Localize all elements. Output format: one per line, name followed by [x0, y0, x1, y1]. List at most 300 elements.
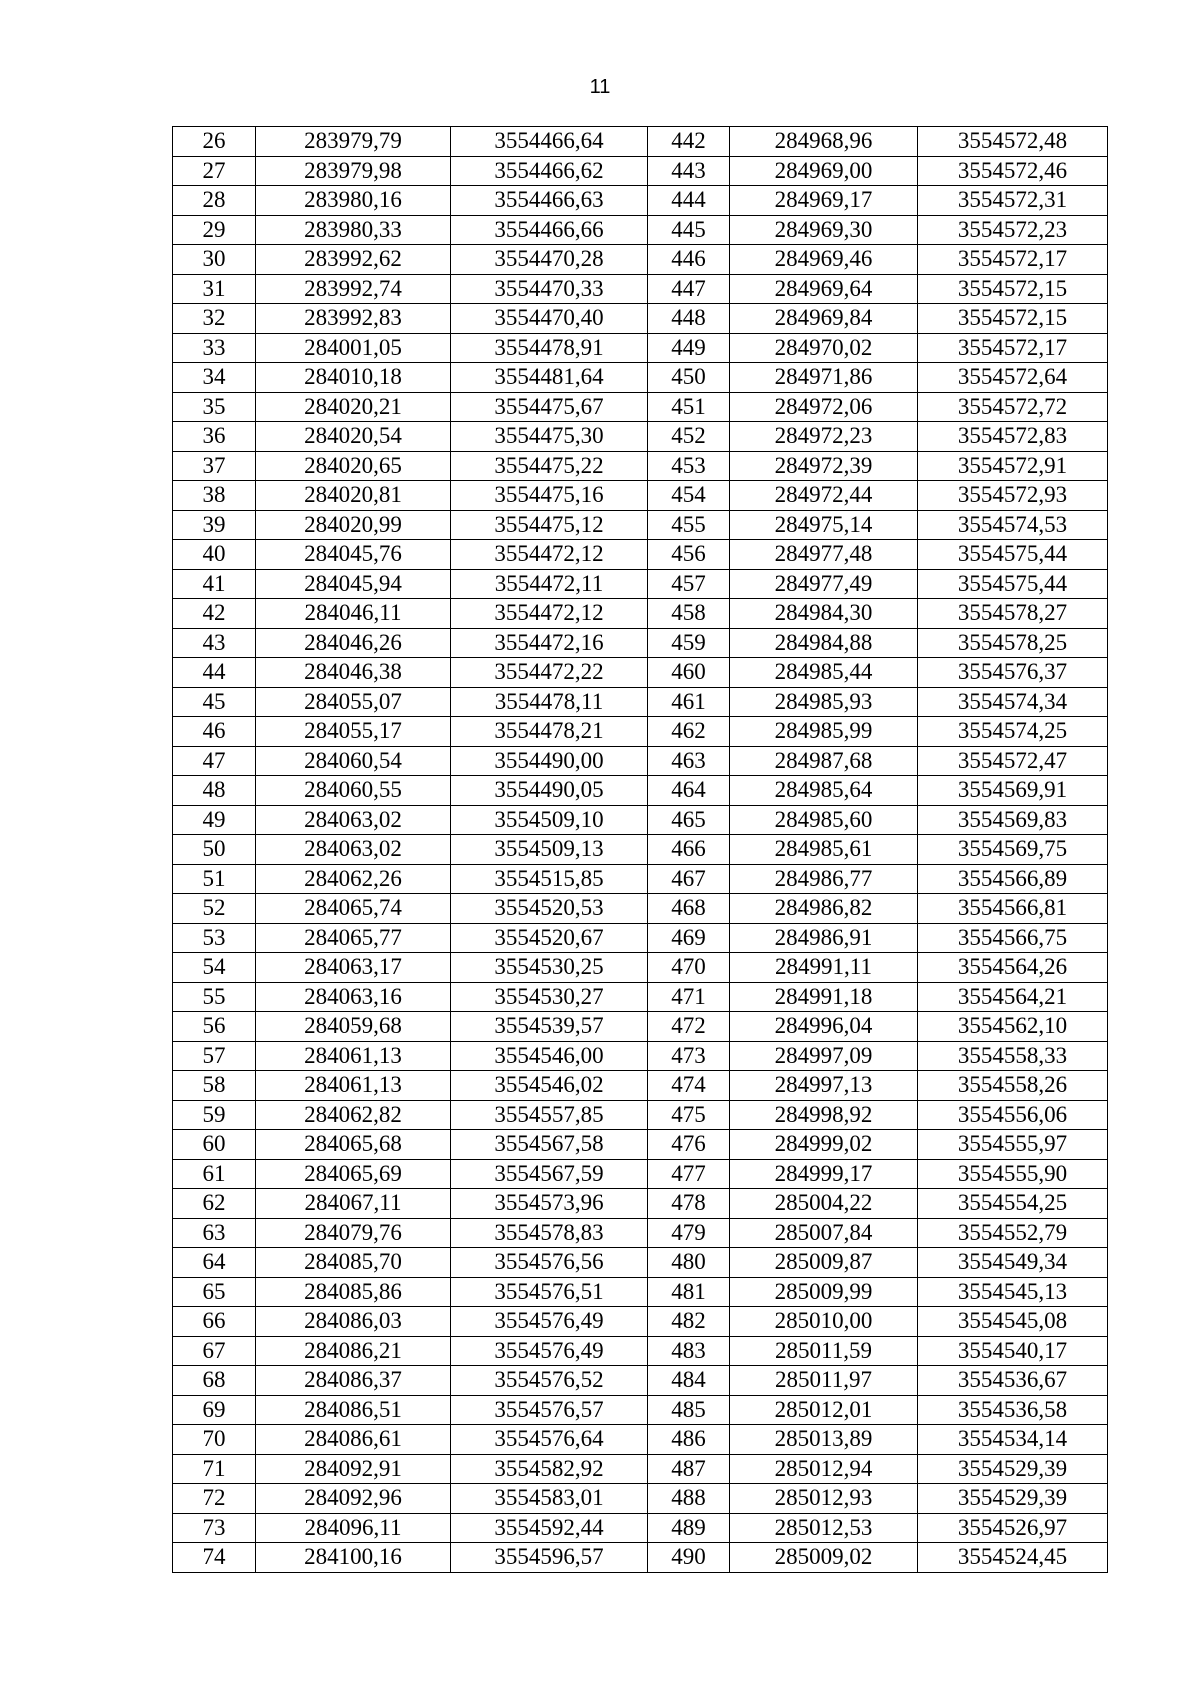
- y-coordinate-cell: 3554569,75: [918, 835, 1108, 865]
- point-number-cell: 48: [173, 776, 256, 806]
- table-row: [173, 510, 1108, 540]
- table-row: [173, 481, 1108, 511]
- point-number-cell: 70: [173, 1425, 256, 1455]
- table-row: [173, 1277, 1108, 1307]
- table-row: [173, 1071, 1108, 1101]
- x-coordinate-cell: 283980,33: [256, 215, 451, 245]
- y-coordinate-cell: 3554569,83: [918, 805, 1108, 835]
- y-coordinate-cell: 3554555,97: [918, 1130, 1108, 1160]
- table-row: [173, 1218, 1108, 1248]
- x-coordinate-cell: 284063,02: [256, 835, 451, 865]
- x-coordinate-cell: 285009,99: [730, 1277, 918, 1307]
- point-number-cell: 472: [648, 1012, 730, 1042]
- point-number-cell: 483: [648, 1336, 730, 1366]
- y-coordinate-cell: 3554566,89: [918, 864, 1108, 894]
- point-number-cell: 490: [648, 1543, 730, 1573]
- y-coordinate-cell: 3554536,58: [918, 1395, 1108, 1425]
- point-number-cell: 442: [648, 127, 730, 157]
- x-coordinate-cell: 285012,94: [730, 1454, 918, 1484]
- y-coordinate-cell: 3554472,16: [451, 628, 648, 658]
- y-coordinate-cell: 3554475,22: [451, 451, 648, 481]
- x-coordinate-cell: 284092,96: [256, 1484, 451, 1514]
- point-number-cell: 462: [648, 717, 730, 747]
- x-coordinate-cell: 284972,06: [730, 392, 918, 422]
- y-coordinate-cell: 3554572,93: [918, 481, 1108, 511]
- table-row: [173, 1307, 1108, 1337]
- point-number-cell: 62: [173, 1189, 256, 1219]
- table-row: [173, 422, 1108, 452]
- table-row: [173, 569, 1108, 599]
- y-coordinate-cell: 3554475,67: [451, 392, 648, 422]
- table-row: [173, 1100, 1108, 1130]
- table-row: [173, 274, 1108, 304]
- table-row: [173, 1454, 1108, 1484]
- point-number-cell: 49: [173, 805, 256, 835]
- x-coordinate-cell: 285011,97: [730, 1366, 918, 1396]
- point-number-cell: 449: [648, 333, 730, 363]
- table-row: [173, 982, 1108, 1012]
- point-number-cell: 71: [173, 1454, 256, 1484]
- table-row: [173, 1366, 1108, 1396]
- x-coordinate-cell: 284986,82: [730, 894, 918, 924]
- y-coordinate-cell: 3554552,79: [918, 1218, 1108, 1248]
- y-coordinate-cell: 3554567,59: [451, 1159, 648, 1189]
- x-coordinate-cell: 285009,87: [730, 1248, 918, 1278]
- point-number-cell: 30: [173, 245, 256, 275]
- x-coordinate-cell: 283979,79: [256, 127, 451, 157]
- point-number-cell: 61: [173, 1159, 256, 1189]
- y-coordinate-cell: 3554576,37: [918, 658, 1108, 688]
- y-coordinate-cell: 3554574,25: [918, 717, 1108, 747]
- point-number-cell: 50: [173, 835, 256, 865]
- x-coordinate-cell: 284096,11: [256, 1513, 451, 1543]
- y-coordinate-cell: 3554572,72: [918, 392, 1108, 422]
- point-number-cell: 59: [173, 1100, 256, 1130]
- y-coordinate-cell: 3554592,44: [451, 1513, 648, 1543]
- x-coordinate-cell: 284046,38: [256, 658, 451, 688]
- point-number-cell: 473: [648, 1041, 730, 1071]
- x-coordinate-cell: 284092,91: [256, 1454, 451, 1484]
- point-number-cell: 67: [173, 1336, 256, 1366]
- x-coordinate-cell: 284063,16: [256, 982, 451, 1012]
- y-coordinate-cell: 3554472,11: [451, 569, 648, 599]
- y-coordinate-cell: 3554472,22: [451, 658, 648, 688]
- point-number-cell: 455: [648, 510, 730, 540]
- x-coordinate-cell: 284969,17: [730, 186, 918, 216]
- x-coordinate-cell: 285012,53: [730, 1513, 918, 1543]
- y-coordinate-cell: 3554466,66: [451, 215, 648, 245]
- x-coordinate-cell: 285004,22: [730, 1189, 918, 1219]
- x-coordinate-cell: 284984,30: [730, 599, 918, 629]
- table-row: [173, 333, 1108, 363]
- table-row: [173, 1543, 1108, 1573]
- x-coordinate-cell: 284969,64: [730, 274, 918, 304]
- x-coordinate-cell: 285013,89: [730, 1425, 918, 1455]
- point-number-cell: 457: [648, 569, 730, 599]
- point-number-cell: 459: [648, 628, 730, 658]
- table-row: [173, 805, 1108, 835]
- x-coordinate-cell: 284046,26: [256, 628, 451, 658]
- y-coordinate-cell: 3554572,15: [918, 274, 1108, 304]
- point-number-cell: 474: [648, 1071, 730, 1101]
- point-number-cell: 471: [648, 982, 730, 1012]
- point-number-cell: 463: [648, 746, 730, 776]
- y-coordinate-cell: 3554566,75: [918, 923, 1108, 953]
- table-row: [173, 776, 1108, 806]
- y-coordinate-cell: 3554572,48: [918, 127, 1108, 157]
- table-row: [173, 1248, 1108, 1278]
- table-row: [173, 1484, 1108, 1514]
- point-number-cell: 34: [173, 363, 256, 393]
- table-row: [173, 1012, 1108, 1042]
- x-coordinate-cell: 284985,99: [730, 717, 918, 747]
- point-number-cell: 42: [173, 599, 256, 629]
- point-number-cell: 64: [173, 1248, 256, 1278]
- point-number-cell: 475: [648, 1100, 730, 1130]
- x-coordinate-cell: 284986,91: [730, 923, 918, 953]
- y-coordinate-cell: 3554572,31: [918, 186, 1108, 216]
- y-coordinate-cell: 3554526,97: [918, 1513, 1108, 1543]
- y-coordinate-cell: 3554572,83: [918, 422, 1108, 452]
- point-number-cell: 446: [648, 245, 730, 275]
- y-coordinate-cell: 3554520,67: [451, 923, 648, 953]
- point-number-cell: 38: [173, 481, 256, 511]
- x-coordinate-cell: 285007,84: [730, 1218, 918, 1248]
- y-coordinate-cell: 3554536,67: [918, 1366, 1108, 1396]
- x-coordinate-cell: 284065,74: [256, 894, 451, 924]
- point-number-cell: 69: [173, 1395, 256, 1425]
- x-coordinate-cell: 284100,16: [256, 1543, 451, 1573]
- y-coordinate-cell: 3554539,57: [451, 1012, 648, 1042]
- y-coordinate-cell: 3554470,28: [451, 245, 648, 275]
- y-coordinate-cell: 3554470,33: [451, 274, 648, 304]
- x-coordinate-cell: 284977,49: [730, 569, 918, 599]
- x-coordinate-cell: 284972,23: [730, 422, 918, 452]
- x-coordinate-cell: 285009,02: [730, 1543, 918, 1573]
- x-coordinate-cell: 284969,00: [730, 156, 918, 186]
- x-coordinate-cell: 284065,77: [256, 923, 451, 953]
- point-number-cell: 66: [173, 1307, 256, 1337]
- x-coordinate-cell: 285012,01: [730, 1395, 918, 1425]
- table-row: [173, 392, 1108, 422]
- y-coordinate-cell: 3554576,64: [451, 1425, 648, 1455]
- point-number-cell: 46: [173, 717, 256, 747]
- table-row: [173, 363, 1108, 393]
- x-coordinate-cell: 284045,76: [256, 540, 451, 570]
- y-coordinate-cell: 3554472,12: [451, 540, 648, 570]
- x-coordinate-cell: 284999,02: [730, 1130, 918, 1160]
- x-coordinate-cell: 284020,65: [256, 451, 451, 481]
- x-coordinate-cell: 284010,18: [256, 363, 451, 393]
- y-coordinate-cell: 3554574,53: [918, 510, 1108, 540]
- point-number-cell: 53: [173, 923, 256, 953]
- table-row: [173, 1425, 1108, 1455]
- y-coordinate-cell: 3554578,83: [451, 1218, 648, 1248]
- y-coordinate-cell: 3554466,62: [451, 156, 648, 186]
- y-coordinate-cell: 3554558,26: [918, 1071, 1108, 1101]
- y-coordinate-cell: 3554576,49: [451, 1336, 648, 1366]
- table-row: [173, 894, 1108, 924]
- point-number-cell: 485: [648, 1395, 730, 1425]
- table-row: [173, 186, 1108, 216]
- point-number-cell: 33: [173, 333, 256, 363]
- x-coordinate-cell: 284086,03: [256, 1307, 451, 1337]
- x-coordinate-cell: 284985,60: [730, 805, 918, 835]
- y-coordinate-cell: 3554572,15: [918, 304, 1108, 334]
- point-number-cell: 452: [648, 422, 730, 452]
- y-coordinate-cell: 3554478,91: [451, 333, 648, 363]
- point-number-cell: 458: [648, 599, 730, 629]
- y-coordinate-cell: 3554557,85: [451, 1100, 648, 1130]
- y-coordinate-cell: 3554566,81: [918, 894, 1108, 924]
- point-number-cell: 451: [648, 392, 730, 422]
- y-coordinate-cell: 3554576,51: [451, 1277, 648, 1307]
- table-row: [173, 1395, 1108, 1425]
- y-coordinate-cell: 3554575,44: [918, 540, 1108, 570]
- y-coordinate-cell: 3554572,91: [918, 451, 1108, 481]
- point-number-cell: 36: [173, 422, 256, 452]
- y-coordinate-cell: 3554556,06: [918, 1100, 1108, 1130]
- y-coordinate-cell: 3554540,17: [918, 1336, 1108, 1366]
- x-coordinate-cell: 284020,54: [256, 422, 451, 452]
- x-coordinate-cell: 284985,64: [730, 776, 918, 806]
- x-coordinate-cell: 284085,86: [256, 1277, 451, 1307]
- x-coordinate-cell: 284968,96: [730, 127, 918, 157]
- table-row: [173, 1189, 1108, 1219]
- y-coordinate-cell: 3554529,39: [918, 1454, 1108, 1484]
- x-coordinate-cell: 284996,04: [730, 1012, 918, 1042]
- x-coordinate-cell: 285012,93: [730, 1484, 918, 1514]
- point-number-cell: 41: [173, 569, 256, 599]
- y-coordinate-cell: 3554481,64: [451, 363, 648, 393]
- coordinates-table-body: [173, 127, 1108, 1573]
- y-coordinate-cell: 3554509,13: [451, 835, 648, 865]
- point-number-cell: 489: [648, 1513, 730, 1543]
- point-number-cell: 47: [173, 746, 256, 776]
- point-number-cell: 466: [648, 835, 730, 865]
- x-coordinate-cell: 283992,62: [256, 245, 451, 275]
- y-coordinate-cell: 3554583,01: [451, 1484, 648, 1514]
- x-coordinate-cell: 284020,21: [256, 392, 451, 422]
- point-number-cell: 486: [648, 1425, 730, 1455]
- x-coordinate-cell: 283980,16: [256, 186, 451, 216]
- x-coordinate-cell: 284079,76: [256, 1218, 451, 1248]
- x-coordinate-cell: 284055,07: [256, 687, 451, 717]
- point-number-cell: 445: [648, 215, 730, 245]
- point-number-cell: 454: [648, 481, 730, 511]
- point-number-cell: 43: [173, 628, 256, 658]
- y-coordinate-cell: 3554564,21: [918, 982, 1108, 1012]
- x-coordinate-cell: 284970,02: [730, 333, 918, 363]
- y-coordinate-cell: 3554524,45: [918, 1543, 1108, 1573]
- y-coordinate-cell: 3554572,47: [918, 746, 1108, 776]
- table-row: [173, 1041, 1108, 1071]
- x-coordinate-cell: 284969,30: [730, 215, 918, 245]
- point-number-cell: 26: [173, 127, 256, 157]
- x-coordinate-cell: 284998,92: [730, 1100, 918, 1130]
- point-number-cell: 468: [648, 894, 730, 924]
- y-coordinate-cell: 3554558,33: [918, 1041, 1108, 1071]
- x-coordinate-cell: 284991,11: [730, 953, 918, 983]
- table-row: [173, 127, 1108, 157]
- table-row: [173, 540, 1108, 570]
- point-number-cell: 453: [648, 451, 730, 481]
- x-coordinate-cell: 284001,05: [256, 333, 451, 363]
- y-coordinate-cell: 3554478,11: [451, 687, 648, 717]
- y-coordinate-cell: 3554529,39: [918, 1484, 1108, 1514]
- point-number-cell: 32: [173, 304, 256, 334]
- y-coordinate-cell: 3554530,27: [451, 982, 648, 1012]
- y-coordinate-cell: 3554576,56: [451, 1248, 648, 1278]
- point-number-cell: 477: [648, 1159, 730, 1189]
- page-number: 11: [589, 76, 611, 98]
- x-coordinate-cell: 284060,54: [256, 746, 451, 776]
- y-coordinate-cell: 3554578,25: [918, 628, 1108, 658]
- coordinates-table: [172, 126, 1108, 1573]
- point-number-cell: 52: [173, 894, 256, 924]
- y-coordinate-cell: 3554472,12: [451, 599, 648, 629]
- y-coordinate-cell: 3554520,53: [451, 894, 648, 924]
- x-coordinate-cell: 283992,74: [256, 274, 451, 304]
- point-number-cell: 60: [173, 1130, 256, 1160]
- point-number-cell: 35: [173, 392, 256, 422]
- point-number-cell: 448: [648, 304, 730, 334]
- x-coordinate-cell: 284972,44: [730, 481, 918, 511]
- y-coordinate-cell: 3554554,25: [918, 1189, 1108, 1219]
- x-coordinate-cell: 284067,11: [256, 1189, 451, 1219]
- y-coordinate-cell: 3554545,08: [918, 1307, 1108, 1337]
- point-number-cell: 487: [648, 1454, 730, 1484]
- point-number-cell: 31: [173, 274, 256, 304]
- table-row: [173, 628, 1108, 658]
- x-coordinate-cell: 284020,81: [256, 481, 451, 511]
- x-coordinate-cell: 284977,48: [730, 540, 918, 570]
- x-coordinate-cell: 284971,86: [730, 363, 918, 393]
- point-number-cell: 469: [648, 923, 730, 953]
- table-row: [173, 156, 1108, 186]
- point-number-cell: 460: [648, 658, 730, 688]
- x-coordinate-cell: 284063,02: [256, 805, 451, 835]
- point-number-cell: 467: [648, 864, 730, 894]
- point-number-cell: 27: [173, 156, 256, 186]
- point-number-cell: 465: [648, 805, 730, 835]
- point-number-cell: 68: [173, 1366, 256, 1396]
- y-coordinate-cell: 3554470,40: [451, 304, 648, 334]
- x-coordinate-cell: 284065,69: [256, 1159, 451, 1189]
- point-number-cell: 74: [173, 1543, 256, 1573]
- y-coordinate-cell: 3554578,27: [918, 599, 1108, 629]
- x-coordinate-cell: 284065,68: [256, 1130, 451, 1160]
- x-coordinate-cell: 283992,83: [256, 304, 451, 334]
- table-row: [173, 215, 1108, 245]
- x-coordinate-cell: 284999,17: [730, 1159, 918, 1189]
- point-number-cell: 444: [648, 186, 730, 216]
- y-coordinate-cell: 3554515,85: [451, 864, 648, 894]
- x-coordinate-cell: 284059,68: [256, 1012, 451, 1042]
- y-coordinate-cell: 3554572,17: [918, 333, 1108, 363]
- table-row: [173, 864, 1108, 894]
- point-number-cell: 56: [173, 1012, 256, 1042]
- point-number-cell: 73: [173, 1513, 256, 1543]
- point-number-cell: 37: [173, 451, 256, 481]
- table-row: [173, 717, 1108, 747]
- y-coordinate-cell: 3554534,14: [918, 1425, 1108, 1455]
- y-coordinate-cell: 3554572,46: [918, 156, 1108, 186]
- x-coordinate-cell: 284986,77: [730, 864, 918, 894]
- y-coordinate-cell: 3554530,25: [451, 953, 648, 983]
- point-number-cell: 450: [648, 363, 730, 393]
- table-row: [173, 304, 1108, 334]
- point-number-cell: 479: [648, 1218, 730, 1248]
- x-coordinate-cell: 284987,68: [730, 746, 918, 776]
- point-number-cell: 72: [173, 1484, 256, 1514]
- point-number-cell: 63: [173, 1218, 256, 1248]
- x-coordinate-cell: 284985,61: [730, 835, 918, 865]
- point-number-cell: 51: [173, 864, 256, 894]
- table-row: [173, 1130, 1108, 1160]
- x-coordinate-cell: 284055,17: [256, 717, 451, 747]
- x-coordinate-cell: 284020,99: [256, 510, 451, 540]
- y-coordinate-cell: 3554466,63: [451, 186, 648, 216]
- y-coordinate-cell: 3554572,17: [918, 245, 1108, 275]
- point-number-cell: 55: [173, 982, 256, 1012]
- y-coordinate-cell: 3554475,12: [451, 510, 648, 540]
- table-row: [173, 658, 1108, 688]
- x-coordinate-cell: 284085,70: [256, 1248, 451, 1278]
- table-row: [173, 746, 1108, 776]
- point-number-cell: 29: [173, 215, 256, 245]
- point-number-cell: 65: [173, 1277, 256, 1307]
- x-coordinate-cell: 284046,11: [256, 599, 451, 629]
- x-coordinate-cell: 284985,44: [730, 658, 918, 688]
- y-coordinate-cell: 3554490,05: [451, 776, 648, 806]
- x-coordinate-cell: 284985,93: [730, 687, 918, 717]
- x-coordinate-cell: 284061,13: [256, 1071, 451, 1101]
- table-row: [173, 451, 1108, 481]
- y-coordinate-cell: 3554546,02: [451, 1071, 648, 1101]
- point-number-cell: 484: [648, 1366, 730, 1396]
- y-coordinate-cell: 3554582,92: [451, 1454, 648, 1484]
- y-coordinate-cell: 3554576,57: [451, 1395, 648, 1425]
- y-coordinate-cell: 3554562,10: [918, 1012, 1108, 1042]
- table-row: [173, 923, 1108, 953]
- point-number-cell: 54: [173, 953, 256, 983]
- y-coordinate-cell: 3554466,64: [451, 127, 648, 157]
- x-coordinate-cell: 285010,00: [730, 1307, 918, 1337]
- y-coordinate-cell: 3554572,23: [918, 215, 1108, 245]
- point-number-cell: 58: [173, 1071, 256, 1101]
- y-coordinate-cell: 3554596,57: [451, 1543, 648, 1573]
- x-coordinate-cell: 284045,94: [256, 569, 451, 599]
- point-number-cell: 39: [173, 510, 256, 540]
- x-coordinate-cell: 284997,13: [730, 1071, 918, 1101]
- table-row: [173, 687, 1108, 717]
- x-coordinate-cell: 284975,14: [730, 510, 918, 540]
- point-number-cell: 443: [648, 156, 730, 186]
- x-coordinate-cell: 284991,18: [730, 982, 918, 1012]
- point-number-cell: 447: [648, 274, 730, 304]
- y-coordinate-cell: 3554545,13: [918, 1277, 1108, 1307]
- x-coordinate-cell: 284063,17: [256, 953, 451, 983]
- y-coordinate-cell: 3554576,52: [451, 1366, 648, 1396]
- point-number-cell: 44: [173, 658, 256, 688]
- y-coordinate-cell: 3554576,49: [451, 1307, 648, 1337]
- y-coordinate-cell: 3554490,00: [451, 746, 648, 776]
- point-number-cell: 481: [648, 1277, 730, 1307]
- point-number-cell: 480: [648, 1248, 730, 1278]
- y-coordinate-cell: 3554509,10: [451, 805, 648, 835]
- y-coordinate-cell: 3554573,96: [451, 1189, 648, 1219]
